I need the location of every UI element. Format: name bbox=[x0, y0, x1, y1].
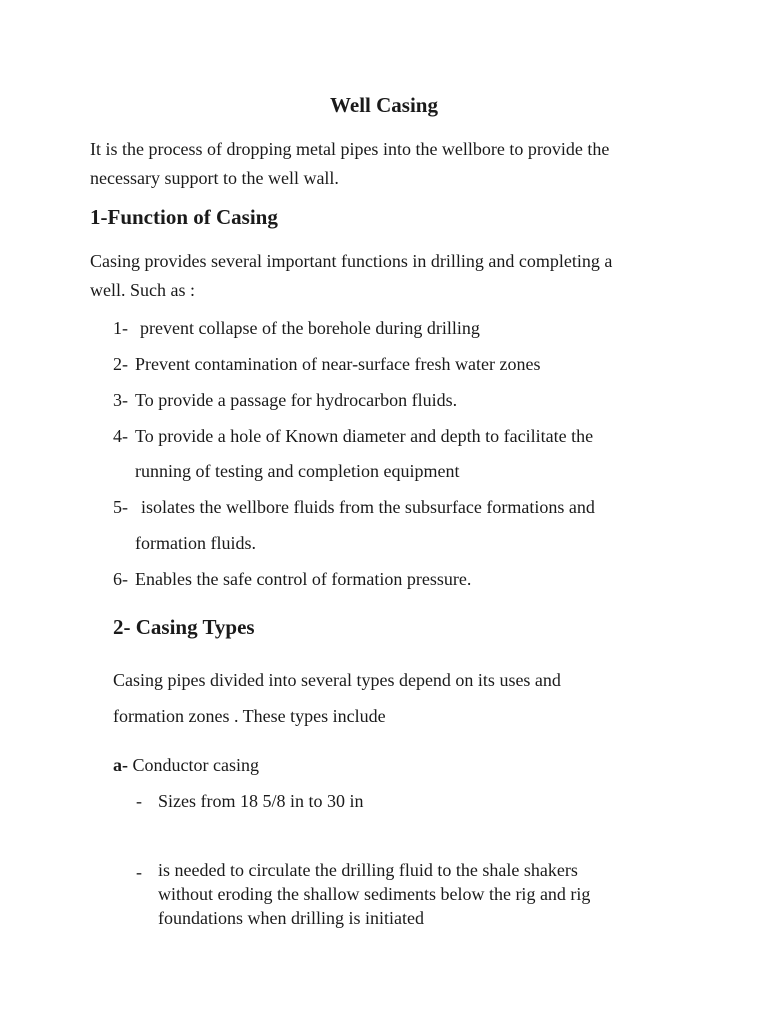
list-item-text: Enables the safe control of formation pressure. bbox=[135, 569, 472, 589]
list-item-continuation: formation fluids. bbox=[135, 533, 256, 553]
subsection-a-label: a- bbox=[113, 755, 128, 775]
page-title: Well Casing bbox=[330, 93, 438, 117]
section-1-lead-line-1: Casing provides several important functions in drilling and completing a bbox=[90, 251, 613, 271]
section-2-heading: 2- Casing Types bbox=[113, 615, 255, 639]
section-1-lead-line-2: well. Such as : bbox=[90, 280, 195, 300]
list-item-continuation: running of testing and completion equipment bbox=[135, 461, 460, 481]
list-item-text: prevent collapse of the borehole during drilling bbox=[140, 318, 480, 338]
section-2-lead-line-2: formation zones . These types include bbox=[113, 706, 386, 726]
list-item-number: 5- bbox=[113, 497, 128, 517]
list-item-number: 3- bbox=[113, 390, 128, 410]
bullet-text-block bbox=[158, 858, 590, 930]
bullet-text-line: foundations when drilling is initiated bbox=[158, 908, 424, 928]
bullet-dash: - bbox=[136, 791, 142, 811]
bullet-dash: - bbox=[136, 862, 142, 882]
section-1-heading: 1-Function of Casing bbox=[90, 205, 278, 229]
list-item-number: 2- bbox=[113, 354, 128, 374]
list-item-number: 4- bbox=[113, 426, 128, 446]
section-2-lead-line-1: Casing pipes divided into several types depend on its uses and bbox=[113, 670, 561, 690]
list-item-text: To provide a hole of Known diameter and depth to facilitate the bbox=[135, 426, 594, 446]
list-item-text: To provide a passage for hydrocarbon fluids. bbox=[135, 390, 458, 410]
subsection-a-row bbox=[113, 751, 259, 779]
bullet-text-line: is needed to circulate the drilling fluid to the shale shakers bbox=[158, 860, 578, 880]
list-item-text: isolates the wellbore fluids from the subsurface formations and bbox=[141, 497, 595, 517]
bullet-text-line: without eroding the shallow sediments below the rig and rig bbox=[158, 884, 591, 904]
list-item-number: 6- bbox=[113, 569, 128, 589]
list-item-number: 1- bbox=[113, 318, 128, 338]
list-item-text: Prevent contamination of near-surface fresh water zones bbox=[135, 354, 541, 374]
bullet-text: Sizes from 18 5/8 in to 30 in bbox=[158, 791, 364, 811]
intro-line-2: necessary support to the well wall. bbox=[90, 168, 339, 188]
subsection-a-name: Conductor casing bbox=[132, 755, 259, 775]
intro-line-1: It is the process of dropping metal pipes into the wellbore to provide the bbox=[90, 139, 610, 159]
